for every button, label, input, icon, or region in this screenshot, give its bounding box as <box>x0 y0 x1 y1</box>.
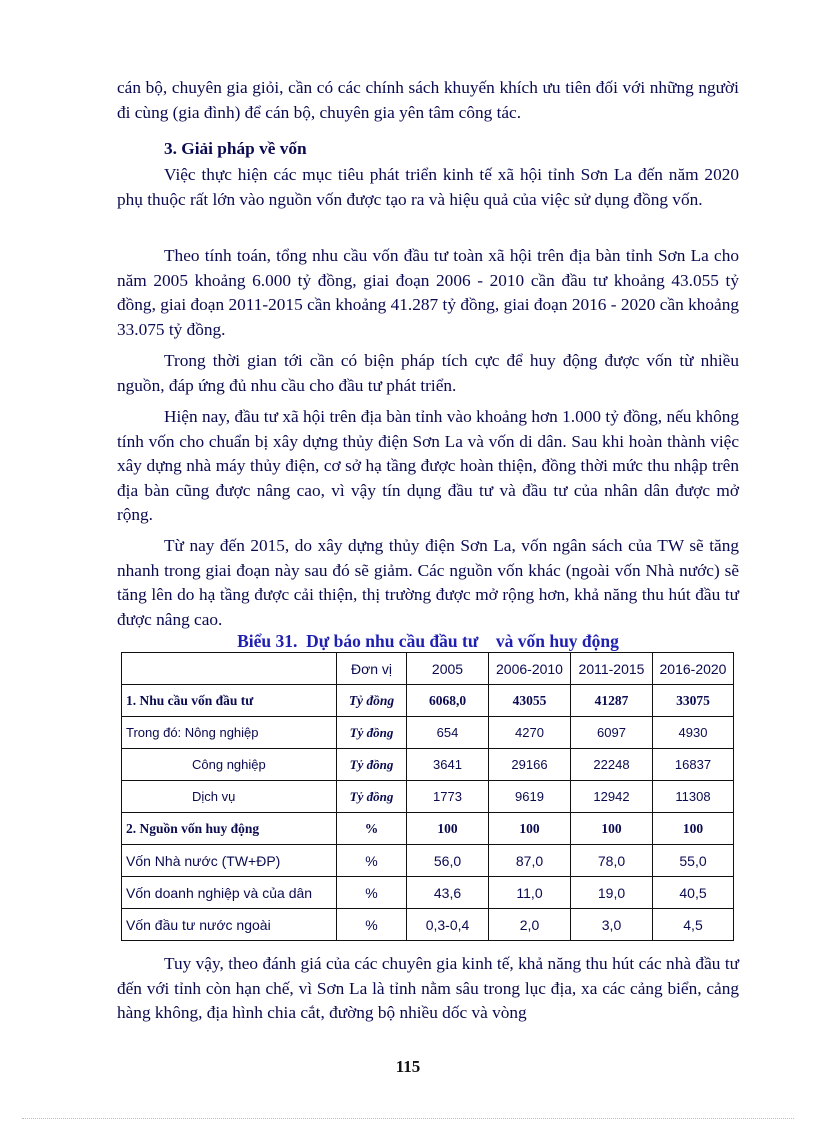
row-label: Vốn doanh nghiệp và của dân <box>122 877 337 909</box>
value-cell: 6068,0 <box>407 685 489 717</box>
value-cell: 43055 <box>489 685 571 717</box>
paragraph-6: Tuy vậy, theo đánh giá của các chuyên gia kinh tế, khả năng thu hút các nhà đầu tư đến với tỉnh còn hạn chế, vì Sơn La là tỉnh nằm sâu trong lục địa, xa các cảng biển, cảng hàng không, địa hình chia cắt, đường bộ nhiều dốc và vòng <box>117 954 739 1022</box>
paragraph-3: Trong thời gian tới cần có biện pháp tích cực để huy động được vốn từ nhiều nguồn, đáp ứng đủ nhu cầu cho đầu tư phát triển. <box>117 351 739 395</box>
value-cell: 11308 <box>653 781 734 813</box>
row-label: 2. Nguồn vốn huy động <box>122 813 337 845</box>
unit-cell: Tỷ đồng <box>337 717 407 749</box>
value-cell: 6097 <box>571 717 653 749</box>
unit-cell: Tỷ đồng <box>337 685 407 717</box>
row-label: Trong đó: Nông nghiệp <box>122 717 337 749</box>
unit-cell: % <box>337 813 407 845</box>
table-row <box>122 877 734 909</box>
value-cell: 3,0 <box>571 909 653 941</box>
value-cell: 100 <box>407 813 489 845</box>
table-row <box>122 717 734 749</box>
row-label: Dịch vụ <box>122 781 337 813</box>
value-cell: 43,6 <box>407 877 489 909</box>
paragraph-1: Việc thực hiện các mục tiêu phát triển kinh tế xã hội tỉnh Sơn La đến năm 2020 phụ thuộc rất lớn vào nguồn vốn được tạo ra và hiệu quả của việc sử dụng đồng vốn. <box>117 165 739 209</box>
value-cell: 87,0 <box>489 845 571 877</box>
value-cell: 19,0 <box>571 877 653 909</box>
value-cell: 0,3-0,4 <box>407 909 489 941</box>
table-row <box>122 749 734 781</box>
value-cell: 29166 <box>489 749 571 781</box>
value-cell: 33075 <box>653 685 734 717</box>
page-number: 115 <box>395 1057 421 1076</box>
value-cell: 41287 <box>571 685 653 717</box>
value-cell: 78,0 <box>571 845 653 877</box>
table-row <box>122 813 734 845</box>
header-cell: 2011-2015 <box>571 653 653 685</box>
value-cell: 40,5 <box>653 877 734 909</box>
unit-cell: % <box>337 877 407 909</box>
value-cell: 4270 <box>489 717 571 749</box>
table-row <box>122 845 734 877</box>
value-cell: 100 <box>489 813 571 845</box>
value-cell: 16837 <box>653 749 734 781</box>
value-cell: 11,0 <box>489 877 571 909</box>
value-cell: 100 <box>571 813 653 845</box>
unit-cell: % <box>337 909 407 941</box>
value-cell: 654 <box>407 717 489 749</box>
paragraph-intro-continued: cán bộ, chuyên gia giỏi, cần có các chính sách khuyến khích ưu tiên đối với những người đi cùng (gia đình) để cán bộ, chuyên gia yên tâm công tác. <box>117 78 739 122</box>
header-cell: 2005 <box>407 653 489 685</box>
value-cell: 56,0 <box>407 845 489 877</box>
unit-cell: Tỷ đồng <box>337 781 407 813</box>
forecast-table <box>121 652 734 941</box>
row-label: Vốn Nhà nước (TW+ĐP) <box>122 845 337 877</box>
table-row <box>122 685 734 717</box>
value-cell: 2,0 <box>489 909 571 941</box>
table-caption: Biểu 31. Dự báo nhu cầu đầu tư và vốn huy động <box>237 631 619 651</box>
header-cell: 2016-2020 <box>653 653 734 685</box>
value-cell: 55,0 <box>653 845 734 877</box>
section-heading: 3. Giải pháp về vốn <box>164 139 307 158</box>
value-cell: 22248 <box>571 749 653 781</box>
value-cell: 9619 <box>489 781 571 813</box>
header-cell: Đơn vị <box>337 653 407 685</box>
value-cell: 12942 <box>571 781 653 813</box>
table-row <box>122 909 734 941</box>
value-cell: 4930 <box>653 717 734 749</box>
header-cell: 2006-2010 <box>489 653 571 685</box>
value-cell: 1773 <box>407 781 489 813</box>
paragraph-4: Hiện nay, đầu tư xã hội trên địa bàn tỉnh vào khoảng hơn 1.000 tỷ đồng, nếu không tính vốn cho chuẩn bị xây dựng thủy điện Sơn La và vốn di dân. Sau khi hoàn thành việc xây dựng nhà máy thủy điện, cơ sở hạ tầng được hoàn thiện, đồng thời mức thu nhập trên địa bàn cũng được nâng cao, vì vậy tín dụng đầu tư và đầu tư của nhân dân được mở rộng. <box>117 407 739 524</box>
unit-cell: Tỷ đồng <box>337 749 407 781</box>
table-header-row <box>122 653 734 685</box>
header-cell <box>122 653 337 685</box>
value-cell: 3641 <box>407 749 489 781</box>
row-label: 1. Nhu cầu vốn đầu tư <box>122 685 337 717</box>
value-cell: 100 <box>653 813 734 845</box>
table-row <box>122 781 734 813</box>
paragraph-5: Từ nay đến 2015, do xây dựng thủy điện Sơn La, vốn ngân sách của TW sẽ tăng nhanh trong giai đoạn này sau đó sẽ giảm. Các nguồn vốn khác (ngoài vốn Nhà nước) sẽ tăng lên do hạ tầng được cải thiện, thị trường được mở rộng hơn, khả năng thu hút đầu tư được nâng cao. <box>117 536 739 629</box>
unit-cell: % <box>337 845 407 877</box>
paragraph-2: Theo tính toán, tổng nhu cầu vốn đầu tư toàn xã hội trên địa bàn tỉnh Sơn La cho năm 2005 khoảng 6.000 tỷ đồng, giai đoạn 2006 - 2010 cần đầu tư khoảng 43.055 tỷ đồng, giai đoạn 2011-2015 cần khoảng 41.287 tỷ đồng, giai đoạn 2016 - 2020 cần khoảng 33.075 tỷ đồng. <box>117 246 739 339</box>
row-label: Công nghiệp <box>122 749 337 781</box>
row-label: Vốn đầu tư nước ngoài <box>122 909 337 941</box>
page-bottom-divider <box>22 1118 794 1119</box>
value-cell: 4,5 <box>653 909 734 941</box>
